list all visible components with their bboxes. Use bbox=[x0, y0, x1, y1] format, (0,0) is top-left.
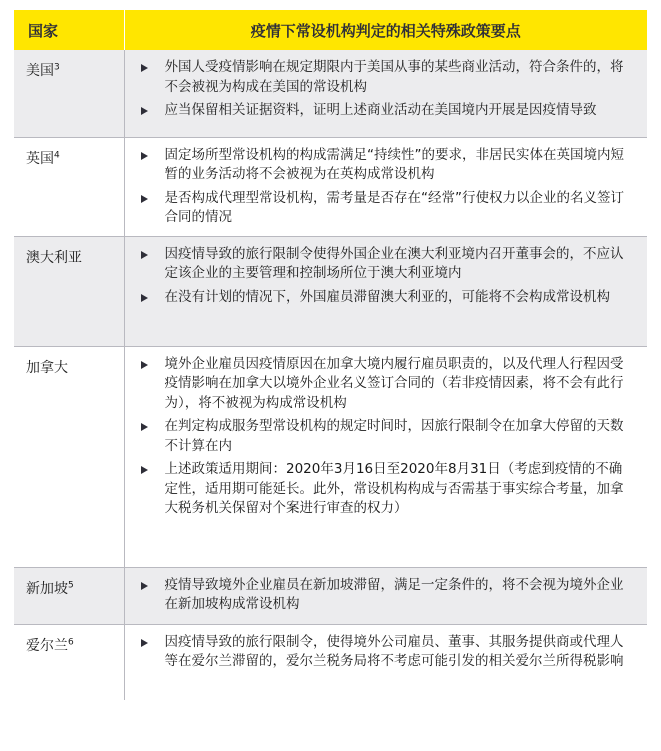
table-row bbox=[14, 137, 647, 236]
country-cell bbox=[14, 346, 124, 567]
policy-point bbox=[139, 146, 634, 185]
policy-cell bbox=[124, 137, 647, 236]
policy-point-list bbox=[125, 568, 648, 623]
policy-table-container bbox=[14, 10, 647, 700]
policy-point bbox=[139, 101, 634, 121]
policy-column-header: 疫情下常设机构判定的相关特殊政策要点 bbox=[124, 10, 647, 50]
policy-point bbox=[139, 355, 634, 414]
policy-point-text: 外国人受疫情影响在规定期限内于美国从事的某些商业活动，符合条件的，将不会被视为构成在美国的常设机构 bbox=[164, 59, 624, 95]
table-row bbox=[14, 236, 647, 346]
triangle-bullet-icon bbox=[141, 294, 148, 302]
country-cell bbox=[14, 624, 124, 700]
policy-point-text: 因疫情导致的旅行限制令，使得境外公司雇员、董事、其服务提供商或代理人等在爱尔兰滞留的，爱尔兰税务局将不考虑可能引发的相关爱尔兰所得税影响 bbox=[164, 633, 624, 669]
policy-point-text: 固定场所型常设机构的构成需满足“持续性”的要求，非居民实体在英国境内短暂的业务活动将不会被视为在英构成常设机构 bbox=[164, 146, 624, 182]
triangle-bullet-icon bbox=[141, 152, 148, 160]
policy-point bbox=[139, 417, 634, 456]
policy-point-list bbox=[125, 138, 648, 236]
policy-cell bbox=[124, 567, 647, 624]
country-name: 澳大利亚 bbox=[26, 249, 82, 266]
policy-point-list bbox=[125, 625, 648, 680]
triangle-bullet-icon bbox=[141, 639, 148, 647]
table-row bbox=[14, 624, 647, 700]
table-row bbox=[14, 567, 647, 624]
table-header-row bbox=[14, 10, 647, 50]
policy-cell bbox=[124, 346, 647, 567]
policy-point-list bbox=[125, 50, 648, 129]
triangle-bullet-icon bbox=[141, 64, 148, 72]
triangle-bullet-icon bbox=[141, 107, 148, 115]
policy-point bbox=[139, 245, 634, 284]
policy-point-list bbox=[125, 347, 648, 527]
policy-cell bbox=[124, 624, 647, 700]
triangle-bullet-icon bbox=[141, 361, 148, 369]
country-name: 英国 bbox=[26, 150, 54, 167]
policy-point-text: 是否构成代理型常设机构，需考量是否存在“经常”行使权力以企业的名义签订合同的情况 bbox=[164, 189, 624, 225]
policy-point bbox=[139, 460, 634, 519]
policy-cell bbox=[124, 236, 647, 346]
footnote-marker: 3 bbox=[54, 62, 60, 73]
country-name: 美国 bbox=[26, 63, 54, 79]
country-name: 爱尔兰 bbox=[26, 637, 68, 654]
policy-point-text: 境外企业雇员因疫情原因在加拿大境内履行雇员职责的，以及代理人行程因受疫情影响在加拿大以境外企业名义签订合同的（若非疫情因素，将不会有此行为），将不被视为构成常设机构 bbox=[164, 355, 624, 411]
policy-point bbox=[139, 58, 634, 97]
triangle-bullet-icon bbox=[141, 423, 148, 431]
policy-point-text: 在判定构成服务型常设机构的规定时间时，因旅行限制令在加拿大停留的天数不计算在内 bbox=[164, 418, 624, 454]
table-row bbox=[14, 346, 647, 567]
policy-point-list bbox=[125, 237, 648, 316]
policy-point bbox=[139, 576, 634, 615]
country-cell bbox=[14, 236, 124, 346]
footnote-marker: 4 bbox=[54, 149, 60, 160]
policy-table bbox=[14, 10, 647, 700]
policy-point-text: 应当保留相关证据资料，证明上述商业活动在美国境内开展是因疫情导致 bbox=[164, 102, 597, 118]
policy-point-text: 在没有计划的情况下，外国雇员滞留澳大利亚的，可能将不会构成常设机构 bbox=[164, 288, 610, 305]
country-cell bbox=[14, 137, 124, 236]
policy-cell bbox=[124, 50, 647, 137]
policy-point bbox=[139, 633, 634, 672]
footnote-marker: 5 bbox=[68, 579, 74, 590]
policy-point bbox=[139, 189, 634, 228]
country-name: 加拿大 bbox=[26, 359, 68, 376]
country-column-header: 国家 bbox=[14, 10, 124, 50]
policy-point-text: 疫情导致境外企业雇员在新加坡滞留，满足一定条件的，将不会视为境外企业在新加坡构成常设机构 bbox=[164, 576, 624, 612]
table-row bbox=[14, 50, 647, 137]
triangle-bullet-icon bbox=[141, 195, 148, 203]
country-name: 新加坡 bbox=[26, 580, 68, 597]
policy-point-text: 因疫情导致的旅行限制令使得外国企业在澳大利亚境内召开董事会的，不应认定该企业的主要管理和控制场所位于澳大利亚境内 bbox=[164, 245, 624, 281]
triangle-bullet-icon bbox=[141, 466, 148, 474]
country-cell bbox=[14, 50, 124, 137]
footnote-marker: 6 bbox=[68, 636, 74, 647]
triangle-bullet-icon bbox=[141, 251, 148, 259]
policy-point bbox=[139, 288, 634, 308]
triangle-bullet-icon bbox=[141, 582, 148, 590]
policy-point-text: 上述政策适用期间：2020年3月16日至2020年8月31日（考虑到疫情的不确定性，适用期可能延长。此外，常设机构构成与否需基于事实综合考量，加拿大税务机关保留对个案进行审查的权力） bbox=[164, 461, 624, 516]
country-cell bbox=[14, 567, 124, 624]
